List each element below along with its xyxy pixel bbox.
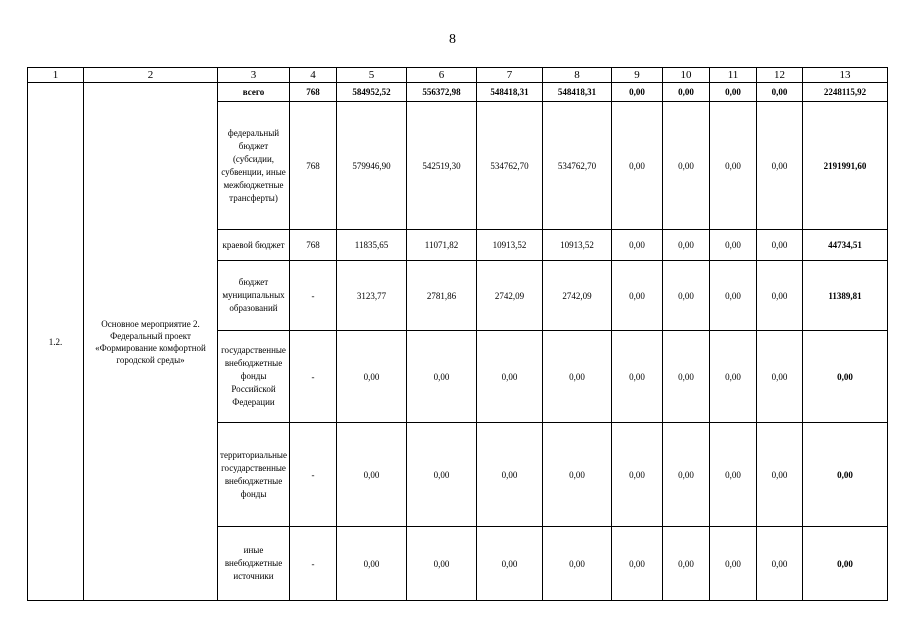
table-cell: 0,00 (612, 423, 663, 527)
funding-source: бюджет муниципальных образований (218, 261, 290, 331)
column-header: 5 (337, 68, 407, 83)
table-cell: 11835,65 (337, 230, 407, 261)
table-cell: 0,00 (407, 331, 477, 423)
table-cell: 10913,52 (543, 230, 612, 261)
table-cell: 548418,31 (477, 83, 543, 102)
funding-source: территориальные государственные внебюджетные фонды (218, 423, 290, 527)
table-cell: - (290, 527, 337, 601)
table-row (28, 83, 888, 102)
column-header: 11 (710, 68, 757, 83)
column-header: 13 (803, 68, 888, 83)
column-header: 4 (290, 68, 337, 83)
table-cell: 0,00 (477, 331, 543, 423)
table-cell: 0,00 (757, 331, 803, 423)
column-header: 6 (407, 68, 477, 83)
funding-source: всего (218, 83, 290, 102)
table-cell: 0,00 (543, 423, 612, 527)
column-header: 9 (612, 68, 663, 83)
table-cell: 534762,70 (477, 102, 543, 230)
table-cell: 0,00 (710, 261, 757, 331)
column-header: 10 (663, 68, 710, 83)
table-cell: 579946,90 (337, 102, 407, 230)
table-cell: 0,00 (663, 261, 710, 331)
table-cell: 0,00 (803, 423, 888, 527)
table-cell: 768 (290, 230, 337, 261)
table-cell: 0,00 (612, 230, 663, 261)
table-cell: 11071,82 (407, 230, 477, 261)
table-cell: - (290, 331, 337, 423)
table-cell: 2742,09 (477, 261, 543, 331)
funding-source: государственные внебюджетные фонды Российской Федерации (218, 331, 290, 423)
table-cell: 2781,86 (407, 261, 477, 331)
column-header: 7 (477, 68, 543, 83)
table-cell: 0,00 (663, 83, 710, 102)
budget-table (27, 67, 888, 601)
table-cell: 0,00 (757, 230, 803, 261)
table-cell: - (290, 261, 337, 331)
column-header: 2 (84, 68, 218, 83)
table-cell: 0,00 (757, 83, 803, 102)
table-cell: 2742,09 (543, 261, 612, 331)
table-cell: 44734,51 (803, 230, 888, 261)
table-cell: 0,00 (757, 423, 803, 527)
table-cell: 0,00 (612, 83, 663, 102)
table-cell: 0,00 (757, 102, 803, 230)
column-header: 1 (28, 68, 84, 83)
table-cell: 534762,70 (543, 102, 612, 230)
table-cell: 0,00 (710, 83, 757, 102)
column-number-row (28, 68, 888, 83)
table-cell: 542519,30 (407, 102, 477, 230)
table-cell: 584952,52 (337, 83, 407, 102)
table-cell: 0,00 (477, 527, 543, 601)
column-header: 8 (543, 68, 612, 83)
table-cell: 0,00 (663, 423, 710, 527)
table-cell: 0,00 (663, 527, 710, 601)
table-cell: 2191991,60 (803, 102, 888, 230)
table-cell: 0,00 (710, 423, 757, 527)
table-cell: 0,00 (407, 423, 477, 527)
column-header: 12 (757, 68, 803, 83)
table-cell: 0,00 (710, 102, 757, 230)
funding-source: иные внебюджетные источники (218, 527, 290, 601)
table-cell: 11389,81 (803, 261, 888, 331)
table-cell: 0,00 (407, 527, 477, 601)
page-number: 8 (449, 32, 456, 47)
table-cell: 0,00 (803, 331, 888, 423)
table-cell: 768 (290, 102, 337, 230)
table-cell: 0,00 (612, 102, 663, 230)
table-cell: 10913,52 (477, 230, 543, 261)
table-cell: 0,00 (612, 261, 663, 331)
table-cell: 3123,77 (337, 261, 407, 331)
table-cell: 0,00 (663, 331, 710, 423)
table-cell: 2248115,92 (803, 83, 888, 102)
table-cell: 0,00 (337, 331, 407, 423)
table-cell: 0,00 (543, 527, 612, 601)
table-cell: 556372,98 (407, 83, 477, 102)
table-cell: 0,00 (663, 102, 710, 230)
table-cell: 0,00 (612, 331, 663, 423)
table-cell: 0,00 (710, 527, 757, 601)
funding-source: федеральный бюджет (субсидии, субвенции, иные межбюджетные трансферты) (218, 102, 290, 230)
item-description: Основное мероприятие 2. Федеральный проект «Формирование комфортной городской среды» (84, 83, 218, 601)
item-code: 1.2. (28, 83, 84, 601)
table-cell: 0,00 (710, 230, 757, 261)
funding-source: краевой бюджет (218, 230, 290, 261)
table-cell: 548418,31 (543, 83, 612, 102)
table-cell: 0,00 (337, 527, 407, 601)
table-cell: 0,00 (710, 331, 757, 423)
table-cell: 0,00 (803, 527, 888, 601)
table-cell: 0,00 (477, 423, 543, 527)
table-cell: 0,00 (757, 261, 803, 331)
table-cell: 0,00 (757, 527, 803, 601)
table-cell: 0,00 (337, 423, 407, 527)
table-cell: 768 (290, 83, 337, 102)
table-cell: - (290, 423, 337, 527)
table-cell: 0,00 (543, 331, 612, 423)
column-header: 3 (218, 68, 290, 83)
table-cell: 0,00 (663, 230, 710, 261)
table-cell: 0,00 (612, 527, 663, 601)
